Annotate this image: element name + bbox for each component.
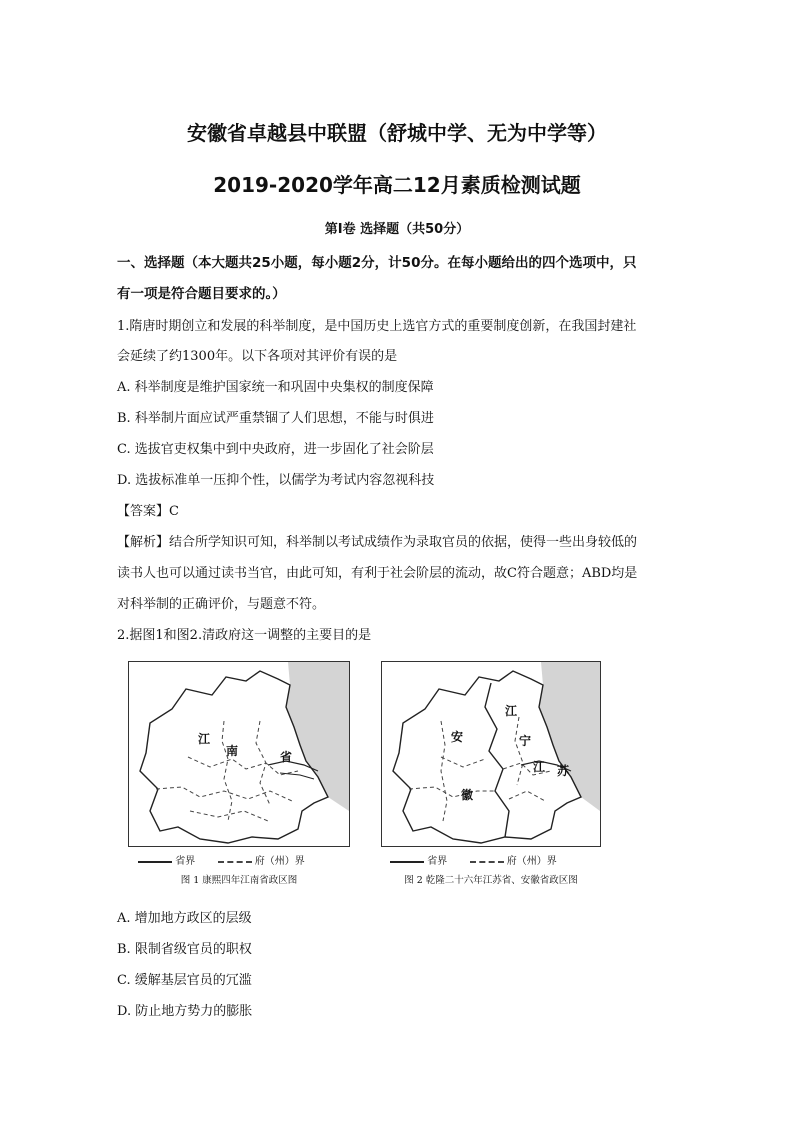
prefecture-boundary-line-icon xyxy=(218,861,252,863)
map2-legend xyxy=(390,852,557,867)
map1-legend-prefecture: 府（州）界 xyxy=(254,856,305,867)
map2-label-1: 江 xyxy=(505,704,518,718)
map1-legend xyxy=(138,852,305,867)
map1-legend-province: 省界 xyxy=(175,856,196,867)
map1-label-2: 南 xyxy=(226,744,239,758)
province-boundary-line-icon xyxy=(138,861,172,863)
jiangsu-anhui-map xyxy=(381,661,601,847)
instructions-line-1: 一、选择题（本大题共25小题，每小题2分，计50分。在每小题给出的四个选项中，只 xyxy=(117,255,637,271)
q1-option-c: C. 选拔官吏权集中到中央政府，进一步固化了社会阶层 xyxy=(117,442,434,457)
title-line-1: 安徽省卓越县中联盟（舒城中学、无为中学等） xyxy=(187,121,607,145)
q1-analysis-line-3: 对科举制的正确评价，与题意不符。 xyxy=(117,597,326,612)
q1-option-b: B. 科举制片面应试严重禁锢了人们思想，不能与时俱进 xyxy=(117,411,434,426)
map2-label-4: 江 xyxy=(533,760,546,774)
q1-stem-line-1: 1.隋唐时期创立和发展的科举制度，是中国历史上选官方式的重要制度创新，在我国封建社 xyxy=(117,319,637,334)
map1-label-3: 省 xyxy=(280,750,293,764)
q1-option-a: A. 科举制度是维护国家统一和巩固中央集权的制度保障 xyxy=(117,380,434,395)
title-line-2: 2019-2020学年高二12月素质检测试题 xyxy=(213,173,581,197)
section-heading: 第Ⅰ卷 选择题（共50分） xyxy=(324,222,470,237)
q1-answer: 【答案】C xyxy=(117,504,179,519)
map-figure-1 xyxy=(128,661,350,847)
map1-caption: 图 1 康熙四年江南省政区图 xyxy=(180,875,298,886)
map2-label-2: 安 xyxy=(451,730,464,744)
q1-option-d: D. 选拔标准单一压抑个性，以儒学为考试内容忽视科技 xyxy=(117,473,435,488)
province-boundary-line-icon xyxy=(390,861,424,863)
map2-legend-province: 省界 xyxy=(427,856,448,867)
map-figure-2 xyxy=(381,661,601,847)
q1-stem-line-2: 会延续了约1300年。以下各项对其评价有误的是 xyxy=(117,349,398,364)
q1-analysis-line-2: 读书人也可以通过读书当官，由此可知，有利于社会阶层的流动，故C符合题意；ABD均是 xyxy=(117,566,638,581)
map2-label-3: 宁 xyxy=(519,734,532,748)
map2-label-6: 徽 xyxy=(461,788,474,802)
map2-legend-prefecture: 府（州）界 xyxy=(506,856,557,867)
instructions-line-2: 有一项是符合题目要求的。） xyxy=(117,286,286,302)
q2-option-d: D. 防止地方势力的膨胀 xyxy=(117,1004,253,1019)
q2-stem: 2.据图1和图2.清政府这一调整的主要目的是 xyxy=(117,628,372,643)
q2-option-b: B. 限制省级官员的职权 xyxy=(117,942,252,957)
jiangnan-province-map xyxy=(128,661,350,847)
map1-label-1: 江 xyxy=(198,732,211,746)
q1-analysis-line-1: 【解析】结合所学知识可知，科举制以考试成绩作为录取官员的依据，使得一些出身较低的 xyxy=(117,535,638,550)
prefecture-boundary-line-icon xyxy=(470,861,504,863)
map2-caption: 图 2 乾隆二十六年江苏省、安徽省政区图 xyxy=(404,875,578,886)
q2-option-a: A. 增加地方政区的层级 xyxy=(117,911,252,926)
q2-option-c: C. 缓解基层官员的冗滥 xyxy=(117,973,252,988)
map2-label-5: 苏 xyxy=(557,764,570,778)
